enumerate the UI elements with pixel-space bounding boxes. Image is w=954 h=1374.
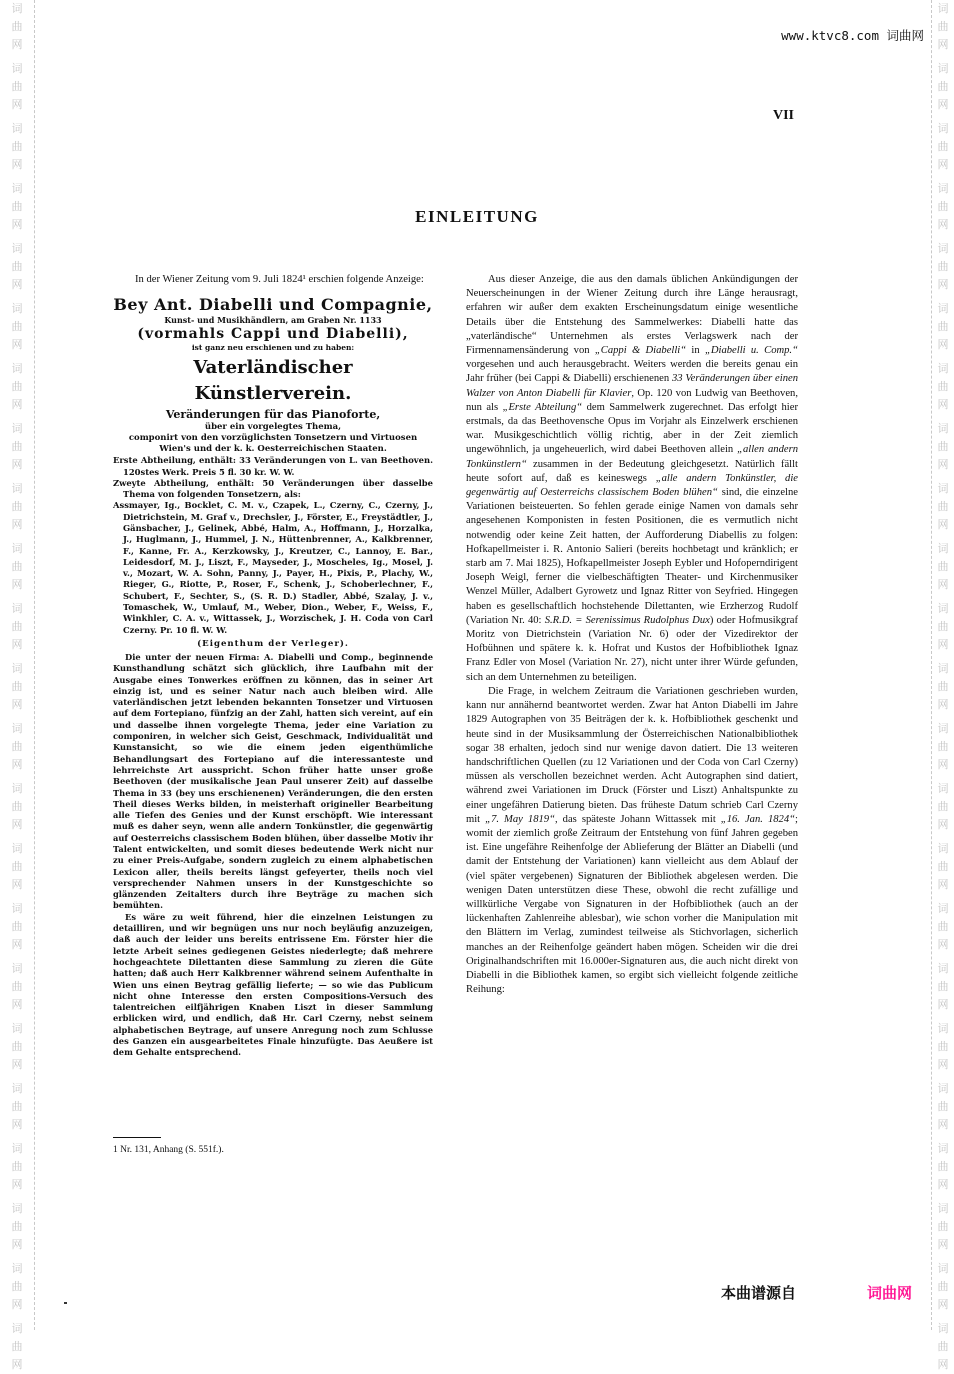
- watermark-glyph: 网: [11, 998, 23, 1011]
- watermark-glyph: 词: [11, 662, 23, 675]
- watermark-glyph: 曲: [937, 440, 949, 453]
- watermark-glyph: 网: [937, 818, 949, 831]
- watermark-glyph: 网: [937, 38, 949, 51]
- text-run: zusammen in der Bedeutung gleichgesetzt. Natürlich fällt heute sofort auf, daß es keineswegs: [466, 458, 798, 484]
- text-run: ; womit der ziemlich große Zeitraum der Entstehung von fünf Jahren gegeben ist. Eine ungefähre Reihenfolge der Ablieferung der Blätter an Diabelli (und damit der Entstehung der Variationen) kann vielleicht aus dem Ablauf der (viel später vergebenen) Signaturen der Bibliothek abgelesen werden. Die wenigen Daten unterstützen diese These, obwohl die recht zufällige und willkürliche Vergabe von Signaturen in der Hofbibliothek (auch an der lückenhaften Zahlenreihe ablesbar), wie schon vorher die Manipulation mit den Blättern im Verlag, zumindest teilweise als Stichvorlagen, sicherlich manches an der Reihenfolge geändert haben mögen. Scheiden wir die drei Originalhandschriften mit 16.000er-Signaturen aus, die auch nicht direkt von Diabelli in die Bibliothek kamen, so ergibt sich vielleicht folgende zeitliche Reihung:: [466, 813, 798, 996]
- text-run: ) oder Hofmusikgraf Moritz von Dietrichstein (Variation Nr. 6) oder der Vizedirektor der Hofbühnen und spätere k. k. Hofrat und Kustos der Hofbibliothek Ignaz Franz Edler von Mosel (Variation Nr. 27), nicht unter ihrer Würde gefunden, sich an dem Unternehmen zu beteiligen.: [466, 614, 798, 683]
- watermark-glyph: 网: [11, 38, 23, 51]
- italic-run: „Cappi & Diabelli“: [594, 345, 687, 357]
- watermark-glyph: 网: [937, 158, 949, 171]
- watermark-glyph: 曲: [937, 1220, 949, 1233]
- watermark-glyph: 网: [11, 1058, 23, 1071]
- watermark-glyph: 词: [937, 842, 949, 855]
- left-column: [113, 273, 433, 1059]
- watermark-glyph: 网: [11, 1358, 23, 1371]
- watermark-glyph: 网: [11, 458, 23, 471]
- watermark-glyph: 词: [11, 362, 23, 375]
- watermark-glyph: 曲: [11, 860, 23, 873]
- watermark-glyph: 曲: [937, 320, 949, 333]
- watermark-glyph: 词: [11, 902, 23, 915]
- italic-run: „allen andern Tonkünstlern“: [466, 444, 798, 470]
- watermark-glyph: 网: [937, 1238, 949, 1251]
- intro-paragraph: In der Wiener Zeitung vom 9. Juli 1824¹ erschien folgende Anzeige:: [135, 274, 424, 285]
- watermark-glyph: 网: [937, 1058, 949, 1071]
- watermark-glyph: 网: [937, 578, 949, 591]
- watermark-glyph: 词: [937, 302, 949, 315]
- right-watermark-gutter: [931, 0, 954, 1371]
- watermark-glyph: 词: [11, 962, 23, 975]
- watermark-glyph: 词: [11, 2, 23, 15]
- watermark-glyph: 词: [11, 482, 23, 495]
- right-column: [466, 273, 798, 997]
- watermark-glyph: 网: [937, 938, 949, 951]
- watermark-glyph: 词: [937, 242, 949, 255]
- watermark-glyph: 词: [11, 422, 23, 435]
- watermark-glyph: 网: [11, 758, 23, 771]
- watermark-glyph: 曲: [937, 680, 949, 693]
- watermark-glyph: 词: [11, 1262, 23, 1275]
- text-run: Die Frage, in welchem Zeitraum die Variationen geschrieben wurden, kann nur annähernd beantwortet werden. Zwar hat Anton Diabelli im Jahre 1829 Autographen von 35 Beiträgen der k. k. Hofbibliothek geschenkt und heute sind in der Musiksammlung der Österreichischen Nationalbibliothek sogar 38 erhalten, jedoch sind nur wenige davon datiert. Die 13 weiteren handschriftlichen Quellen (zu 12 Variationen und der Coda von Carl Czerny) müssen als verschollen bezeichnet werden. Acht Autographen sind datiert, während zwei Variationen im Druck (Förster und Liszt) Anhaltspunkte zu einer ungefähren Datierung bieten. Das früheste Datum schrieb Carl Czerny mit: [466, 685, 798, 825]
- watermark-glyph: 曲: [11, 500, 23, 513]
- watermark-glyph: 词: [11, 1322, 23, 1335]
- watermark-glyph: 曲: [937, 500, 949, 513]
- watermark-glyph: 网: [937, 1178, 949, 1191]
- italic-run: „Erste Abteilung“: [502, 401, 583, 413]
- watermark-glyph: 网: [11, 1178, 23, 1191]
- watermark-glyph: 曲: [11, 1280, 23, 1293]
- ad-composer-list: Assmayer, Ig., Bocklet, C. M. v., Czapek, L., Czerny, C., Czerny, J., Dietrichstein, M. Graf v., Drechsler, J., Förster, E., Freystädtler, J., Gänsbacher, J., Gelinek, Abbé, Halm, A., Hoffmann, J., Horzalka, J., Huglmann, J., Hummel, J. N., Hüttenbrenner, A., Kalkbrenner, F., Kanne, Fr. A., Kerzkowsky, J., Kreutzer, C., Lannoy, E. Bar., Leidesdorf, M. J., Liszt, F., Mayseder, J., Moscheles, Ig., Mosel, J. v., Mozart, W. A. Sohn, Panny, J., Payer, H., Pixis, P., Plachy, W., Rieger, G., Riotte, P., Roser, F., Schenk, J., Schoberlechner, F., Schubert, F., Sechter, S., (S. R. D.) Stadler, Abbé, Szalay, J. v., Tomaschek, W., Umlauf, M., Weber, Dion., Weber, F., Weiss, F., Winkhler, C. A. v., Wittassek, J., Worzischek, J. H. Coda von Carl Czerny. Pr. 10 fl. W. W.: [113, 500, 433, 635]
- ad-former-name-line: (vormahls Cappi und Diabelli),: [137, 326, 409, 343]
- watermark-glyph: 词: [937, 62, 949, 75]
- watermark-glyph: 曲: [11, 260, 23, 273]
- watermark-glyph: 词: [937, 482, 949, 495]
- watermark-glyph: 词: [11, 842, 23, 855]
- watermark-glyph: 词: [937, 962, 949, 975]
- watermark-glyph: 曲: [937, 1040, 949, 1053]
- text-run: sind, die einzelne Variationen beisteuerten. So fehlen gerade einige Namen von damals sehr angesehenen Komponisten in festen Positionen, die es vermutlich nicht notwendig oder keine Zeit hatten, der Aufforderung Diabellis zu folgen: Hofkapellmeister i. R. Antonio Salieri (bereits hochbetagt und kränklich; er starb am 7. Mai 1825), Hofkapellmeister Joseph Eybler und Hofoperndirigent Joseph Weigl, ferner die vielbeschäftigten Theater- und Kirchenmusiker Wenzel Müller, Adalbert Gyrowetz und Ignaz Ritter von Seyfried. Hingegen haben es gesellschaftlich hochstehende Dilettanten, wie Erzherzog Rudolf (Variation Nr. 40:: [466, 487, 798, 626]
- watermark-glyph: 网: [11, 98, 23, 111]
- watermark-glyph: 网: [11, 878, 23, 891]
- watermark-glyph: 曲: [937, 380, 949, 393]
- watermark-glyph: 词: [11, 602, 23, 615]
- watermark-glyph: 网: [11, 158, 23, 171]
- watermark-glyph: 词: [11, 1082, 23, 1095]
- italic-run: 33 Veränderungen über einen Walzer von Anton Diabelli für Klavier: [466, 373, 798, 399]
- ad-available-line: ist ganz neu erschienen und zu haben:: [191, 343, 355, 353]
- watermark-glyph: 词: [937, 1262, 949, 1275]
- watermark-glyph: 网: [937, 98, 949, 111]
- watermark-glyph: 曲: [937, 860, 949, 873]
- watermark-glyph: 曲: [937, 20, 949, 33]
- watermark-glyph: 曲: [937, 1160, 949, 1173]
- watermark-glyph: 曲: [937, 620, 949, 633]
- watermark-glyph: 词: [937, 602, 949, 615]
- watermark-glyph: 词: [937, 1322, 949, 1335]
- watermark-glyph: 词: [11, 782, 23, 795]
- watermark-glyph: 词: [11, 542, 23, 555]
- watermark-glyph: 词: [11, 1142, 23, 1155]
- watermark-glyph: 曲: [937, 1340, 949, 1353]
- watermark-glyph: 词: [937, 902, 949, 915]
- text-run: vorgesehen und auch herausgebracht. Weiters werden die bereits genau ein Jahr früher (bei Cappi & Diabelli) erschienenen: [466, 359, 798, 385]
- ad-ownership: (Eigenthum der Verleger).: [197, 638, 349, 649]
- watermark-glyph: 词: [937, 362, 949, 375]
- watermark-glyph: 网: [937, 338, 949, 351]
- watermark-glyph: 曲: [937, 80, 949, 93]
- watermark-glyph: 曲: [11, 1040, 23, 1053]
- ad-work-title: Vaterländischer Künstlerverein.: [193, 357, 353, 405]
- watermark-glyph: 网: [11, 278, 23, 291]
- watermark-glyph: 词: [11, 242, 23, 255]
- ad-part-two: Zweyte Abtheilung, enthält: 50 Veränderungen über dasselbe Thema von folgenden Tonsetzern, als:: [113, 477, 433, 500]
- watermark-glyph: 曲: [11, 620, 23, 633]
- watermark-glyph: 网: [937, 278, 949, 291]
- ad-body-paragraph-2: Es wäre zu weit führend, hier die einzelnen Leistungen zu detailliren, und wir begnügen uns nur noch beyläufig anzuzeigen, daß auch der leider uns bereits entrissene Em. Förster hier die letzte Arbeit seines gediegenen Geistes niederlegte; daß mehrere hochgeachtete Dilettanten diese Sammlung zu zieren die Güte hatten; daß auch Herr Kalkbrenner während seinem Aufenthalte in Wien uns einen Beytrag gefällig lieferte; — so wie das Publicum nicht ohne Interesse den ersten Compositions-Versuch des talentreichen eilfjährigen Knaben Liszt in dieser Sammlung erblicken wird, und endlich, daß Hr. Carl Czerny, nebst seinem alphabetischen Beytrage, auf unsere Anregung noch zum Schlusse des Ganzen ein ausgearbeitetes Finale hinzufügte. Das Aeußere ist dem Gehalte entsprechend.: [113, 911, 433, 1058]
- watermark-glyph: 网: [11, 398, 23, 411]
- watermark-glyph: 词: [11, 122, 23, 135]
- watermark-glyph: 曲: [11, 1160, 23, 1173]
- watermark-glyph: 网: [937, 878, 949, 891]
- watermark-glyph: 曲: [11, 740, 23, 753]
- watermark-glyph: 网: [11, 218, 23, 231]
- watermark-glyph: 网: [11, 698, 23, 711]
- ad-publisher-line: Bey Ant. Diabelli und Compagnie,: [113, 295, 433, 315]
- text-run: Aus dieser Anzeige, die aus den damals üblichen Ankündigungen der Neuerscheinungen in der Wiener Zeitung durch ihre Länge herausragt, erfahren wir außer dem exakten Erscheinungsdatum einige wesentliche Details über die Entstehung des Sammelwerkes: Diabelli hatte das „vaterländische“ Unternehmen als erstes Verlagswerk nach der Firmennamensänderung von: [466, 274, 798, 357]
- watermark-glyph: 网: [937, 518, 949, 531]
- watermark-glyph: 词: [937, 782, 949, 795]
- watermark-glyph: 曲: [937, 740, 949, 753]
- watermark-glyph: 词: [937, 1142, 949, 1155]
- watermark-glyph: 曲: [937, 560, 949, 573]
- text-run: , das späteste Johann Wittassek mit: [554, 813, 721, 825]
- advertisement-header: [113, 295, 433, 455]
- watermark-glyph: 网: [937, 218, 949, 231]
- watermark-glyph: 网: [937, 698, 949, 711]
- watermark-glyph: 词: [937, 2, 949, 15]
- watermark-glyph: 网: [937, 998, 949, 1011]
- watermark-glyph: 网: [937, 1298, 949, 1311]
- ad-part-one: Erste Abtheilung, enthält: 33 Veränderungen von L. van Beethoven. 120stes Werk. Preis 5 fl. 30 kr. W. W.: [113, 455, 433, 477]
- watermark-glyph: 曲: [937, 980, 949, 993]
- watermark-glyph: 网: [11, 818, 23, 831]
- watermark-glyph: 网: [937, 398, 949, 411]
- watermark-glyph: 曲: [937, 920, 949, 933]
- watermark-glyph: 曲: [11, 20, 23, 33]
- page-title: EINLEITUNG: [415, 207, 539, 226]
- watermark-glyph: 曲: [11, 140, 23, 153]
- watermark-glyph: 词: [937, 722, 949, 735]
- watermark-glyph: 网: [11, 1238, 23, 1251]
- watermark-glyph: 网: [11, 638, 23, 651]
- watermark-glyph: 词: [11, 1022, 23, 1035]
- watermark-glyph: 曲: [11, 560, 23, 573]
- footer-source-label: 本曲谱源自: [721, 1284, 797, 1302]
- watermark-glyph: 网: [11, 338, 23, 351]
- ad-theme-line: über ein vorgelegtes Thema,: [204, 422, 342, 433]
- watermark-glyph: 曲: [937, 260, 949, 273]
- footnote-divider: [113, 1137, 161, 1138]
- ad-contents: [113, 455, 433, 636]
- watermark-glyph: 曲: [937, 200, 949, 213]
- watermark-glyph: 网: [11, 518, 23, 531]
- page-number: VII: [773, 108, 795, 123]
- text-run: dem Sammelwerk zugerechnet. Das erfolgt hier erstmals, da das Beethovensche Opus im Vorjahr als Einzelwerk erschienen war. Musikgeschichtlich völlig richtig, aber in der Zeit ziemlich ungewöhnlich, ja ungeheuerlich, wird dabei Beethoven allein: [466, 401, 798, 456]
- watermark-glyph: 词: [937, 182, 949, 195]
- watermark-glyph: 词: [937, 1082, 949, 1095]
- watermark-glyph: 词: [937, 1022, 949, 1035]
- watermark-glyph: 网: [11, 1118, 23, 1131]
- ad-address-line: Kunst- und Musikhändlern, am Graben Nr. 1133: [164, 315, 382, 326]
- watermark-glyph: 词: [11, 182, 23, 195]
- watermark-glyph: 网: [937, 758, 949, 771]
- ad-body: [113, 652, 433, 1059]
- right-paragraph-2: [466, 685, 798, 997]
- italic-run: „7. May 1819“: [485, 813, 555, 825]
- watermark-glyph: 词: [11, 302, 23, 315]
- watermark-glyph: 曲: [11, 920, 23, 933]
- ad-composed-by: componirt von den vorzüglichsten Tonsetzern und Virtuosen Wien's und der k. k. Oesterreichischen Staaten.: [128, 433, 418, 455]
- watermark-glyph: 词: [937, 1202, 949, 1215]
- text-run: , Op. 120 von Ludwig van Beethoven, nun als: [466, 387, 798, 413]
- watermark-glyph: 词: [937, 422, 949, 435]
- ad-body-paragraph-1: Die unter der neuen Firma: A. Diabelli und Comp., beginnende Kunsthandlung schätzt sich glücklich, ihre Laufbahn mit der Ausgabe eines Tonwerkes eröffnen zu können, das in seiner Art einzig ist, und es seiner Natur nach auch bleiben wird. Alle vaterländischen jetzt lebenden bekannten Tonsetzer und Virtuosen auf dem Fortepiano, fünfzig an der Zahl, hatten sich vereint, auf ein und dasselbe ihnen vorgelegte Thema, jeder eine Variation zu componiren, in welcher sich Geist, Geschmack, Individualität und Kunstansicht, so wie die einem jeden eigenthümliche Behandlungsart des Fortepiano auf die interessanteste und lehrreichste Art ausspricht. Schon früher hatte unser große Beethoven (der musikalische Jean Paul unserer Zeit) auf dasselbe Thema in 33 (bey uns erschienenen) Veränderungen, die den ersten Theil dieses Werks bilden, in meisterhaft origineller Bearbeitung alle Tiefen des Genies und der Kunst erschöpft. Wie interessant muß es daher seyn, wenn alle andern Tonkünstler, die gegenwärtig auf Oesterreichs classischem Boden blühen, über dasselbe Motiv ihr Talent entwickelten, und somit dieses bedeutende Werk nicht nur zu einer Preis-Aufgabe, sondern zugleich zu einem alphabetischen Lexicon aller, theils bereits längst gefeyerter, theils noch viel versprechender Nahmen unsers in der Kunstgeschichte so glänzenden Zeitalters durch ihre Beyträge zu machen sich bemühten.: [113, 651, 433, 911]
- watermark-glyph: 网: [11, 1298, 23, 1311]
- italic-run: „Diabelli u. Comp.“: [704, 345, 798, 357]
- watermark-glyph: 网: [11, 938, 23, 951]
- watermark-glyph: 曲: [11, 800, 23, 813]
- left-watermark-gutter: [0, 0, 35, 1371]
- ad-subtitle: Veränderungen für das Pianoforte,: [165, 408, 381, 422]
- watermark-glyph: 曲: [11, 380, 23, 393]
- watermark-glyph: 曲: [11, 1220, 23, 1233]
- site-url-watermark: www.ktvc8.com 词曲网: [781, 28, 924, 43]
- footnote: 1 Nr. 131, Anhang (S. 551f.).: [113, 1145, 224, 1155]
- watermark-glyph: 网: [937, 1358, 949, 1371]
- watermark-glyph: 曲: [11, 320, 23, 333]
- watermark-glyph: 网: [937, 638, 949, 651]
- watermark-glyph: 网: [937, 458, 949, 471]
- text-run: in: [686, 345, 705, 357]
- watermark-glyph: 词: [937, 122, 949, 135]
- italic-run: „alle andern Tonkünstler, die gegenwärtig auf Oesterreichs classischem Boden blühen“: [466, 472, 799, 499]
- watermark-glyph: 曲: [937, 140, 949, 153]
- watermark-glyph: 词: [11, 722, 23, 735]
- watermark-glyph: 曲: [11, 200, 23, 213]
- watermark-glyph: 曲: [11, 680, 23, 693]
- footer-brand-link[interactable]: 词曲网: [867, 1284, 913, 1302]
- watermark-glyph: 曲: [937, 1100, 949, 1113]
- watermark-glyph: 网: [11, 578, 23, 591]
- watermark-glyph: 词: [11, 62, 23, 75]
- watermark-glyph: 网: [937, 1118, 949, 1131]
- watermark-glyph: 曲: [11, 980, 23, 993]
- watermark-glyph: 曲: [937, 1280, 949, 1293]
- watermark-glyph: 曲: [11, 1340, 23, 1353]
- watermark-glyph: 词: [11, 1202, 23, 1215]
- watermark-glyph: 曲: [937, 800, 949, 813]
- watermark-glyph: 曲: [11, 80, 23, 93]
- watermark-glyph: 词: [937, 542, 949, 555]
- right-paragraph-1: [466, 273, 798, 685]
- watermark-glyph: 曲: [11, 440, 23, 453]
- scan-speck: [64, 1302, 67, 1304]
- watermark-glyph: 词: [937, 662, 949, 675]
- italic-run: „16. Jan. 1824“: [720, 813, 796, 825]
- watermark-glyph: 曲: [11, 1100, 23, 1113]
- italic-run: S.R.D. = Serenissimus Rudolphus Dux: [544, 614, 710, 626]
